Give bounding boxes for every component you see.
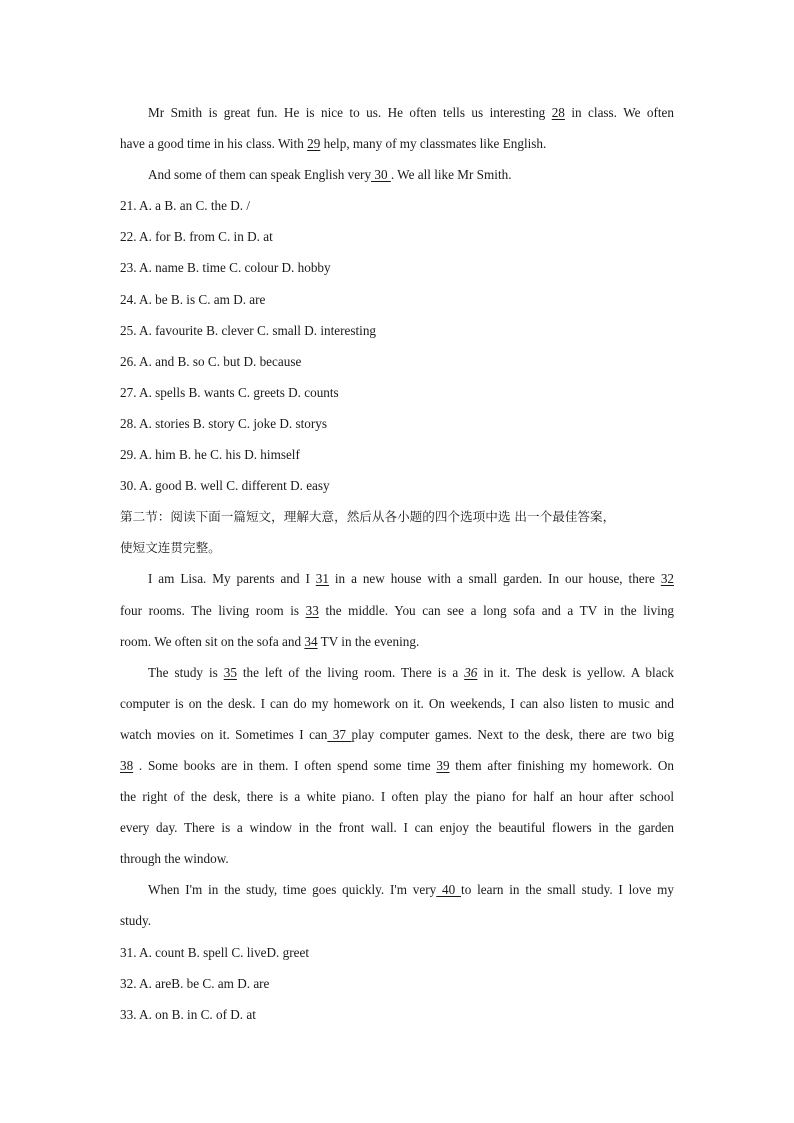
text-run: the left of the living room. There is a: [236, 664, 465, 680]
passage-2-line: [120, 843, 674, 874]
question-29: 29. A. him B. he C. his D. himself: [120, 447, 300, 463]
question-25: 25. A. favourite B. clever C. small D. interesting: [120, 322, 377, 338]
passage-2-line: [120, 781, 674, 812]
answer-blank: 31: [315, 571, 329, 587]
passage-1-line: [120, 128, 674, 159]
text-run: play computer games. Next to the desk, there are two big: [351, 726, 675, 742]
question-32: 32. A. areB. be C. am D. are: [120, 975, 270, 991]
passage-2-line: [120, 595, 674, 626]
passage-1: [120, 97, 674, 190]
question-list-31-33: [120, 937, 674, 1030]
passage-2: [120, 563, 674, 936]
text-run: computer is on the desk. I can do my homework on it. On weekends, I can also listen to music and: [120, 695, 674, 711]
section-heading-line-1: 第二节：阅读下面一篇短文，理解大意，然后从各小题的四个选项中选 出一个最佳答案，: [120, 509, 616, 525]
question-22: 22. A. for B. from C. in D. at: [120, 229, 273, 245]
passage-2-line: [120, 657, 674, 688]
answer-blank: 32: [660, 571, 674, 587]
text-run: watch movies on it. Sometimes I can: [120, 726, 328, 742]
question-31: 31. A. count B. spell C. liveD. greet: [120, 944, 309, 960]
text-run: When I'm in the study, time goes quickly. I'm very: [148, 882, 437, 898]
text-run: help, many of my classmates like English.: [320, 136, 547, 152]
exam-page: [120, 97, 674, 1030]
text-run: room. We often sit on the sofa and: [120, 633, 305, 649]
text-run: The study is: [148, 664, 224, 680]
passage-2-line: [120, 874, 674, 905]
section-heading-line-2: 使短文连贯完整。: [120, 540, 221, 556]
text-run: in class. We often: [564, 105, 674, 120]
answer-blank: 30: [371, 167, 391, 183]
question-list-21-30: [120, 190, 674, 501]
text-run: TV in the evening.: [317, 633, 420, 649]
text-run: in a new house with a small garden. In our house, there: [328, 571, 661, 587]
answer-blank: 35: [223, 664, 237, 680]
text-run: to learn in the small study. I love my: [461, 882, 674, 898]
question-27: 27. A. spells B. wants C. greets D. counts: [120, 384, 339, 400]
passage-2-line: [120, 905, 674, 936]
passage-1-line: [120, 97, 674, 128]
text-run: through the window.: [120, 851, 229, 867]
question-28: 28. A. stories B. story C. joke D. storys: [120, 415, 327, 431]
text-run: the right of the desk, there is a white piano. I often play the piano for half an hour after school: [120, 789, 674, 805]
text-run: in it. The desk is yellow. A black: [477, 664, 674, 680]
text-run: Mr Smith is great fun. He is nice to us. He often tells us interesting: [148, 105, 552, 120]
passage-2-line: [120, 563, 674, 594]
section-heading: [120, 501, 674, 563]
passage-2-line: [120, 688, 674, 719]
text-run: them after finishing my homework. On: [449, 757, 674, 773]
text-run: And some of them can speak English very: [148, 167, 372, 183]
passage-2-line: [120, 812, 674, 843]
passage-1-line: [120, 159, 674, 190]
passage-2-line: [120, 750, 674, 781]
answer-blank: 29: [307, 136, 321, 152]
text-run: I am Lisa. My parents and I: [148, 571, 316, 587]
text-run: . We all like Mr Smith.: [390, 167, 512, 183]
answer-blank: 33: [305, 602, 319, 618]
text-run: study.: [120, 913, 152, 929]
answer-blank: 36: [464, 664, 478, 680]
question-33: 33. A. on B. in C. of D. at: [120, 1006, 256, 1022]
passage-2-line: [120, 626, 674, 657]
answer-blank: 38: [120, 757, 134, 773]
question-23: 23. A. name B. time C. colour D. hobby: [120, 260, 331, 276]
text-run: the middle. You can see a long sofa and a TV in the living: [318, 602, 675, 618]
question-24: 24. A. be B. is C. am D. are: [120, 291, 266, 307]
text-run: four rooms. The living room is: [120, 602, 306, 618]
answer-blank: 28: [551, 105, 565, 120]
answer-blank: 37: [327, 726, 352, 742]
question-26: 26. A. and B. so C. but D. because: [120, 353, 302, 369]
answer-blank: 34: [304, 633, 318, 649]
question-21: 21. A. a B. an C. the D. /: [120, 198, 251, 214]
text-run: . Some books are in them. I often spend some time: [133, 757, 437, 773]
text-run: every day. There is a window in the front wall. I can enjoy the beautiful flowers in the garden: [120, 820, 674, 836]
answer-blank: 40: [436, 882, 462, 898]
answer-blank: 39: [436, 757, 450, 773]
text-run: have a good time in his class. With: [120, 136, 308, 152]
question-30: 30. A. good B. well C. different D. easy: [120, 478, 330, 494]
passage-2-line: [120, 719, 674, 750]
